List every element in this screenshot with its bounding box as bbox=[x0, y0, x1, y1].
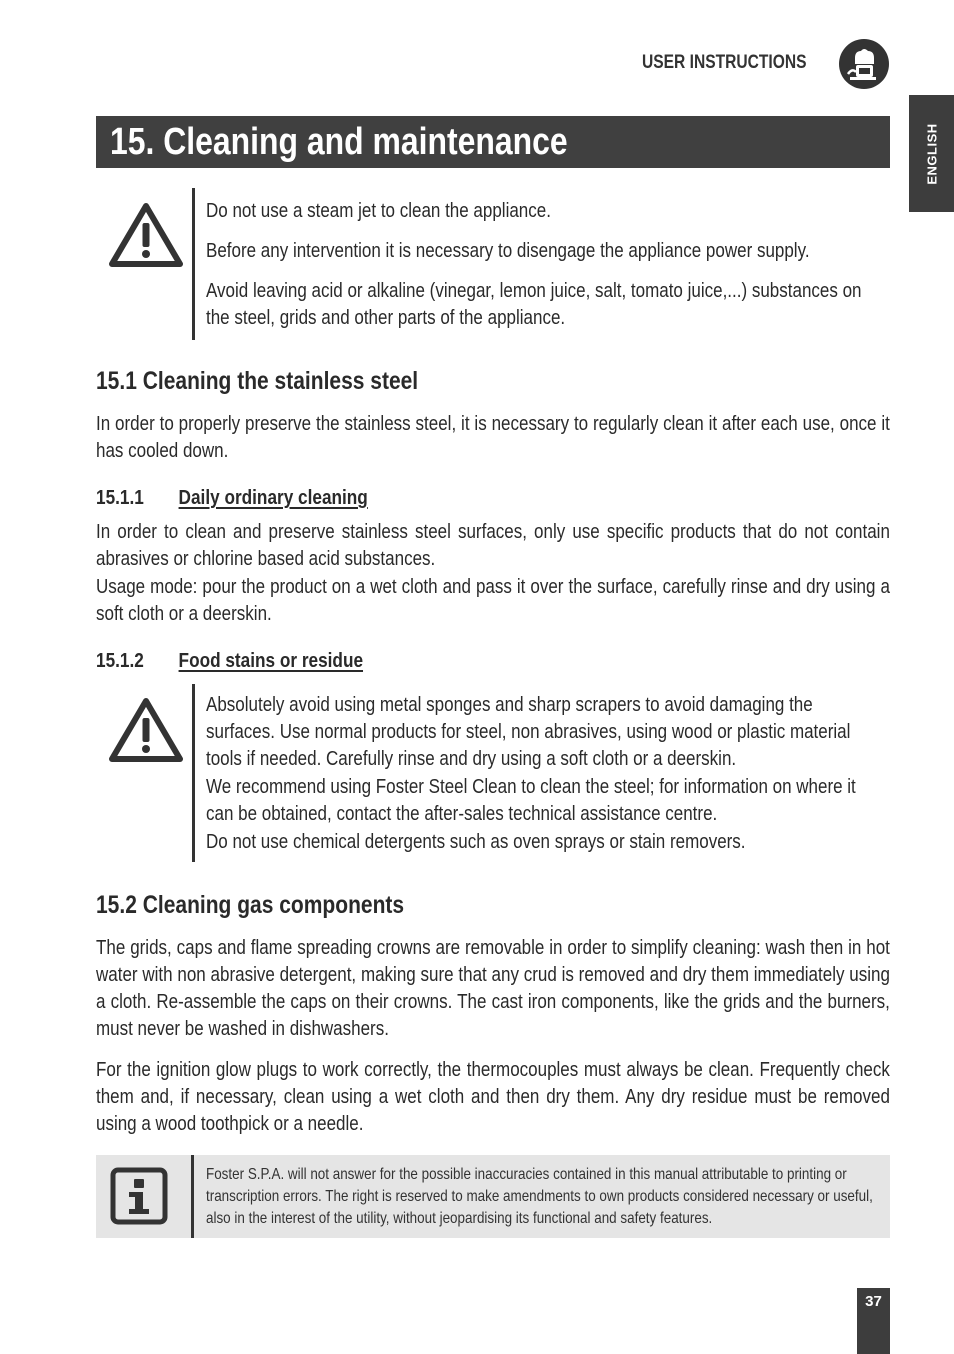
language-tab-label: ENGLISH bbox=[924, 122, 939, 185]
page-number-tab bbox=[857, 1288, 890, 1354]
chapter-title: 15. Cleaning and maintenance bbox=[110, 121, 568, 163]
section-15-1-body: In order to properly preserve the stainless steel, it is necessary to regularly clean it after each use, once it has cooled down. bbox=[96, 413, 890, 462]
chef-logo-icon bbox=[838, 38, 890, 90]
section-15-1-1-usage: Usage mode: pour the product on a wet cloth and pass it over the surface, carefully rinse and dry using a soft cloth or a deerskin. bbox=[96, 576, 890, 625]
section-number: 15.1.1 bbox=[96, 487, 144, 509]
warning-text: Do not use a steam jet to clean the appliance. bbox=[206, 200, 551, 222]
info-divider bbox=[191, 1155, 194, 1238]
warning-text: Avoid leaving acid or alkaline (vinegar, lemon juice, salt, tomato juice,...) substances on the steel, grids and other parts of the appliance. bbox=[206, 280, 862, 329]
warning-text: We recommend using Foster Steel Clean to clean the steel; for information on where it can be obtained, contact the after-sales technical assistance centre. bbox=[206, 776, 856, 825]
info-note-text: Foster S.P.A. will not answer for the possible inaccuracies contained in this manual attributable to printing or transcription errors. The right is reserved to make amendments to own products considered necessary or useful, also in the interest of the utility, without jeopardising its functional and safety features. bbox=[206, 1166, 873, 1227]
section-15-1-1-body: In order to clean and preserve stainless steel surfaces, only use specific products that do not contain abrasives or chlorine based acid substances. bbox=[96, 521, 890, 570]
section-title: Food stains or residue bbox=[178, 650, 364, 672]
warning-divider bbox=[192, 188, 195, 340]
section-title: Daily ordinary cleaning bbox=[178, 487, 368, 509]
language-tab bbox=[909, 95, 954, 212]
section-heading-15-1-2 bbox=[96, 650, 363, 673]
section-heading-15-2: 15.2 Cleaning gas components bbox=[96, 891, 405, 919]
info-icon bbox=[110, 1167, 168, 1225]
page-number: 37 bbox=[865, 1293, 882, 1310]
warning-triangle-icon bbox=[109, 697, 183, 763]
section-15-2-body: The grids, caps and flame spreading crowns are removable in order to simplify cleaning: wash then in hot water with non abrasive detergent, making sure that any crud is removed and dry them immediately using a cloth. Re-assemble the caps on their crowns. The cast iron components, like the grids and the burners, must never be washed in dishwashers. bbox=[96, 937, 890, 1040]
warning-divider bbox=[192, 684, 195, 862]
section-heading-15-1-1 bbox=[96, 487, 368, 510]
warning-text: Absolutely avoid using metal sponges and sharp scrapers to avoid damaging the surfaces. Use normal products for steel, non abrasives, using wood or plastic material tools if needed. Carefully rinse and dry using a soft cloth or a deerskin. bbox=[206, 694, 851, 770]
warning-triangle-icon bbox=[109, 202, 183, 268]
warning-text: Before any intervention it is necessary to disengage the appliance power supply. bbox=[206, 240, 810, 262]
chapter-title-bar bbox=[96, 116, 890, 168]
header-label: USER INSTRUCTIONS bbox=[642, 52, 807, 73]
warning-text: Do not use chemical detergents such as oven sprays or stain removers. bbox=[206, 831, 746, 853]
section-heading-15-1: 15.1 Cleaning the stainless steel bbox=[96, 367, 419, 395]
info-note bbox=[96, 1155, 890, 1238]
section-15-2-body: For the ignition glow plugs to work correctly, the thermocouples must always be clean. Frequently check them and, if necessary, clean using a wet cloth and then dry them. Any dry residue must be removed using a wood toothpick or a needle. bbox=[96, 1059, 890, 1135]
section-number: 15.1.2 bbox=[96, 650, 144, 672]
